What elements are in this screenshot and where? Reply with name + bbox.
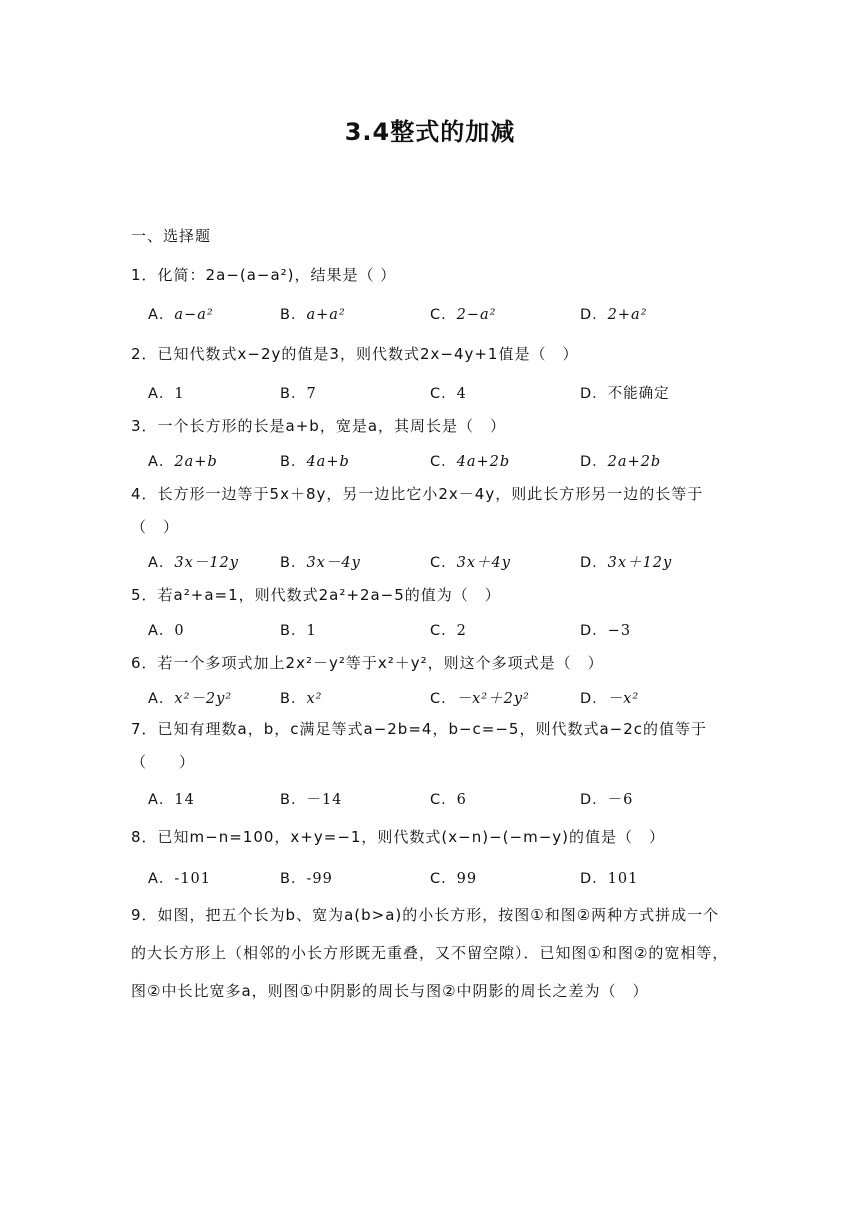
option-d: D．101 [580,871,639,887]
page-title-wrap [0,112,860,147]
options-1 [148,303,768,323]
option-d: D．不能确定 [580,386,670,402]
option-b: B．-99 [280,871,333,887]
option-d: D．3x＋12y [580,555,673,571]
option-a: A．-101 [148,871,211,887]
option-c: C．2−a² [430,307,497,323]
option-b: B．7 [280,386,317,402]
option-d: D．2+a² [580,307,648,323]
options-7 [148,788,768,808]
question-9: 9．如图，把五个长为b、宽为a(b>a)的小长方形，按图①和图②两种方式拼成一个的大长方形上（相邻的小长方形既无重叠，又不留空隙）．已知图①和图②的宽相等，图②中长比宽多a，则图①中阴影的周长与图②中阴影的周长之差为（ ） [131,906,729,1000]
option-a: A．0 [148,623,185,639]
question-5: 5．若a²+a=1，则代数式2a²+2a−5的值为（ ） [131,586,501,604]
options-4 [148,551,768,571]
option-a: A．14 [148,792,195,808]
question-7: 7．已知有理数a，b，c满足等式a−2b=4，b−c=−5，则代数式a−2c的值等于（ ） [131,720,708,771]
options-8 [148,867,768,887]
option-c: C．6 [430,792,467,808]
option-a: A．3x－12y [148,555,239,571]
page-title: 3.4整式的加减 [344,118,516,146]
option-a: A．1 [148,386,185,402]
question-3: 3．一个长方形的长是a+b，宽是a，其周长是（ ） [131,417,507,435]
option-c: C．2 [430,623,467,639]
options-6 [148,687,768,707]
option-b: B．3x－4y [280,555,361,571]
option-c: C．－x²＋2y² [430,691,530,707]
question-4: 4．长方形一边等于5x＋8y，另一边比它小2x－4y，则此长方形另一边的长等于（ ） [131,485,704,536]
option-d: D．－6 [580,792,634,808]
question-8: 8．已知m−n=100，x+y=−1，则代数式(x−n)−(−m−y)的值是（ ） [131,828,665,846]
options-3 [148,450,768,470]
option-b: B．－14 [280,792,343,808]
options-5 [148,619,768,639]
option-c: C．3x＋4y [430,555,511,571]
option-a: A．2a+b [148,454,218,470]
option-d: D．－x² [580,691,640,707]
option-c: C．99 [430,871,478,887]
option-a: A．x²－2y² [148,691,233,707]
options-2 [148,382,768,402]
question-6: 6．若一个多项式加上2x²－y²等于x²＋y²，则这个多项式是（ ） [131,654,604,672]
option-b: B．x² [280,691,323,707]
option-d: D．2a+2b [580,454,662,470]
question-1: 1．化简：2a−(a−a²)，结果是（ ） [131,266,397,284]
option-c: C．4a+2b [430,454,511,470]
option-b: B．4a+b [280,454,350,470]
option-d: D．−3 [580,623,632,639]
section-heading: 一、选择题 [131,227,212,245]
question-2: 2．已知代数式x−2y的值是3，则代数式2x−4y+1值是（ ） [131,345,579,363]
option-b: B．a+a² [280,307,346,323]
option-b: B．1 [280,623,317,639]
option-a: A．a−a² [148,307,214,323]
option-c: C．4 [430,386,467,402]
